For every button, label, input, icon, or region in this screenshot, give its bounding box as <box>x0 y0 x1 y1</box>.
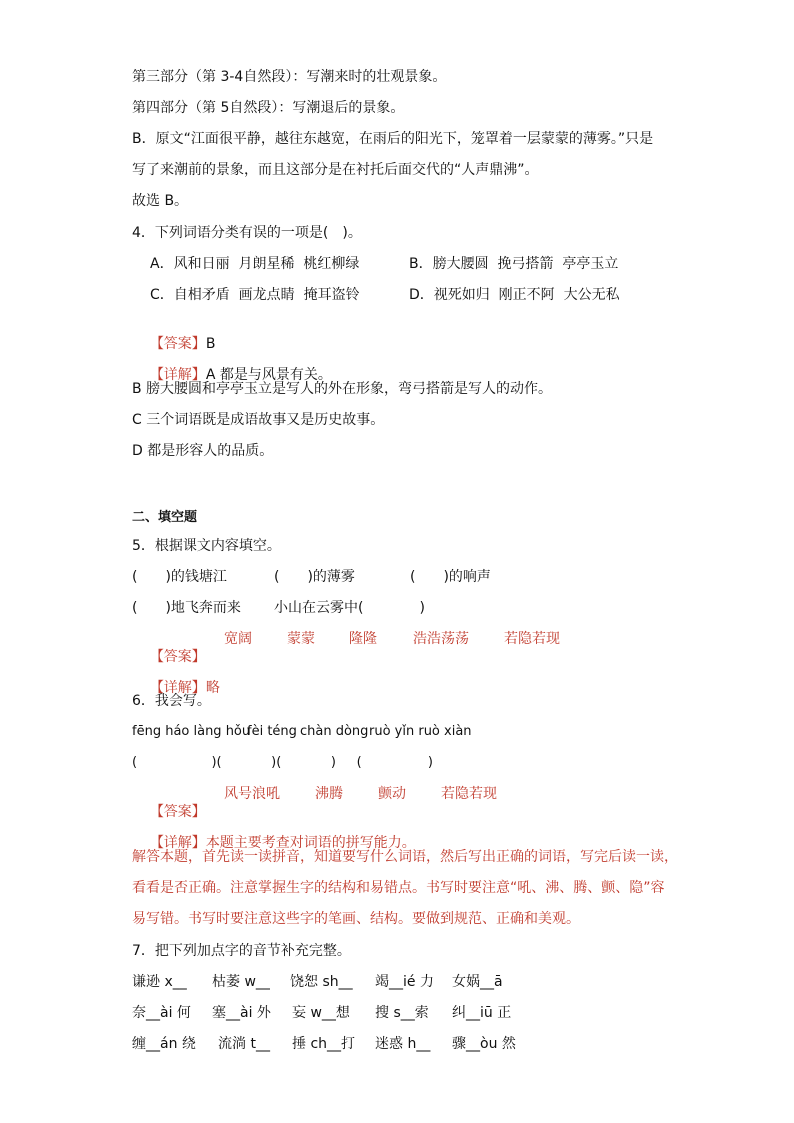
q7-item: 塞__ài 外 <box>212 1005 271 1021</box>
detail-text: A 都是与风景有关。 <box>205 367 332 383</box>
text-line: B．原文“江面很平静，越往东越宽，在雨后的阳光下，笼罩着一层蒙蒙的薄雾。”只是 <box>132 131 654 147</box>
text-line: D 都是形容人的品质。 <box>132 443 274 459</box>
q6-pinyin: fēng háo làng hǒu <box>132 724 251 739</box>
q6-answer: 颤动 <box>378 786 406 802</box>
q5-answer: 蒙蒙 <box>287 631 315 647</box>
q7-item: 女娲__ā <box>452 974 503 990</box>
text-line: C 三个词语既是成语故事又是历史故事。 <box>132 412 385 428</box>
q5-blank: ( )的响声 <box>410 569 491 585</box>
q5-answer: 浩浩荡荡 <box>413 631 469 647</box>
answer-value: B <box>205 336 216 352</box>
detail-tag: 【详解】 <box>149 367 206 383</box>
q4-option-b: B．膀大腰圆 挽弓搭箭 亭亭玉立 <box>409 256 619 272</box>
q7-item: 搜 s__索 <box>375 1005 429 1021</box>
answer-tag: 【答案】 <box>149 649 206 665</box>
q4-option-d: D．视死如归 刚正不阿 大公无私 <box>409 287 620 303</box>
text-line: 看看是否正确。注意掌握生字的结构和易错点。书写时要注意“吼、沸、腾、颤、隐”容 <box>132 880 665 896</box>
q5-answer: 宽阔 <box>224 631 252 647</box>
text-line: B 膀大腰圆和亭亭玉立是写人的外在形象，弯弓搭箭是写人的动作。 <box>132 381 553 397</box>
detail-text: 略 <box>205 680 220 696</box>
q5-blank: ( )的钱塘江 <box>132 569 227 585</box>
detail-tag: 【详解】 <box>149 835 206 851</box>
text-line: 写了来潮前的景象，而且这部分是在衬托后面交代的“人声鼎沸”。 <box>132 162 539 178</box>
q5-blank: ( )地飞奔而来 <box>132 600 241 616</box>
text-line: 易写错。书写时要注意这些字的笔画、结构。要做到规范、正确和美观。 <box>132 911 580 927</box>
q7-item: 缠__án 绕 <box>132 1036 196 1052</box>
question-6-stem: 6．我会写。 <box>132 693 211 709</box>
q7-item: 竭__ié 力 <box>375 974 434 990</box>
q6-pinyin: chàn dòng <box>300 724 369 739</box>
q5-blank: ( )的薄雾 <box>274 569 355 585</box>
question-7-stem: 7．把下列加点字的音节补充完整。 <box>132 943 351 959</box>
q6-answer: 若隐若现 <box>441 786 497 802</box>
q7-item: 骤__òu 然 <box>452 1036 516 1052</box>
q6-blanks: ( )( )( ) ( ) <box>132 755 433 770</box>
q7-item: 妄 w__想 <box>292 1005 350 1021</box>
text-line: 第四部分（第 5自然段）：写潮退后的景象。 <box>132 100 405 116</box>
answer-tag: 【答案】 <box>149 336 206 352</box>
section-title: 二、填空题 <box>132 510 198 525</box>
q5-answer: 隆隆 <box>349 631 377 647</box>
q7-item: 迷惑 h__ <box>375 1036 431 1052</box>
q7-item: 流淌 t__ <box>218 1036 270 1052</box>
text-line: 第三部分（第 3-4自然段）：写潮来时的壮观景象。 <box>132 69 447 85</box>
q5-blank: 小山在云雾中( ) <box>274 600 425 616</box>
q7-item: 饶恕 sh__ <box>290 974 353 990</box>
q7-item: 谦逊 x__ <box>132 974 187 990</box>
q7-item: 捶 ch__打 <box>292 1036 356 1052</box>
detail-tag: 【详解】 <box>149 680 206 696</box>
q5-answer: 若隐若现 <box>504 631 560 647</box>
q7-item: 奈__ài 何 <box>132 1005 191 1021</box>
q6-answer: 风号浪吼 <box>224 786 280 802</box>
detail-text: 本题主要考查对词语的拼写能力。 <box>205 835 416 851</box>
q6-answer: 沸腾 <box>315 786 343 802</box>
q6-pinyin: fèi téng <box>247 724 297 739</box>
q6-pinyin: ruò yǐn ruò xiàn <box>369 724 472 739</box>
q7-item: 枯萎 w__ <box>212 974 270 990</box>
q4-option-a: A．风和日丽 月朗星稀 桃红柳绿 <box>150 256 360 272</box>
question-5-stem: 5．根据课文内容填空。 <box>132 538 281 554</box>
text-line: 故选 B。 <box>132 193 189 209</box>
q7-item: 纠__iū 正 <box>452 1005 512 1021</box>
question-4-stem: 4．下列词语分类有误的一项是( )。 <box>132 225 362 241</box>
text-line: 解答本题，首先读一读拼音，知道要写什么词语，然后写出正确的词语，写完后读一读， <box>132 849 678 865</box>
answer-tag: 【答案】 <box>149 804 206 820</box>
q4-option-c: C．自相矛盾 画龙点睛 掩耳盗铃 <box>150 287 360 303</box>
